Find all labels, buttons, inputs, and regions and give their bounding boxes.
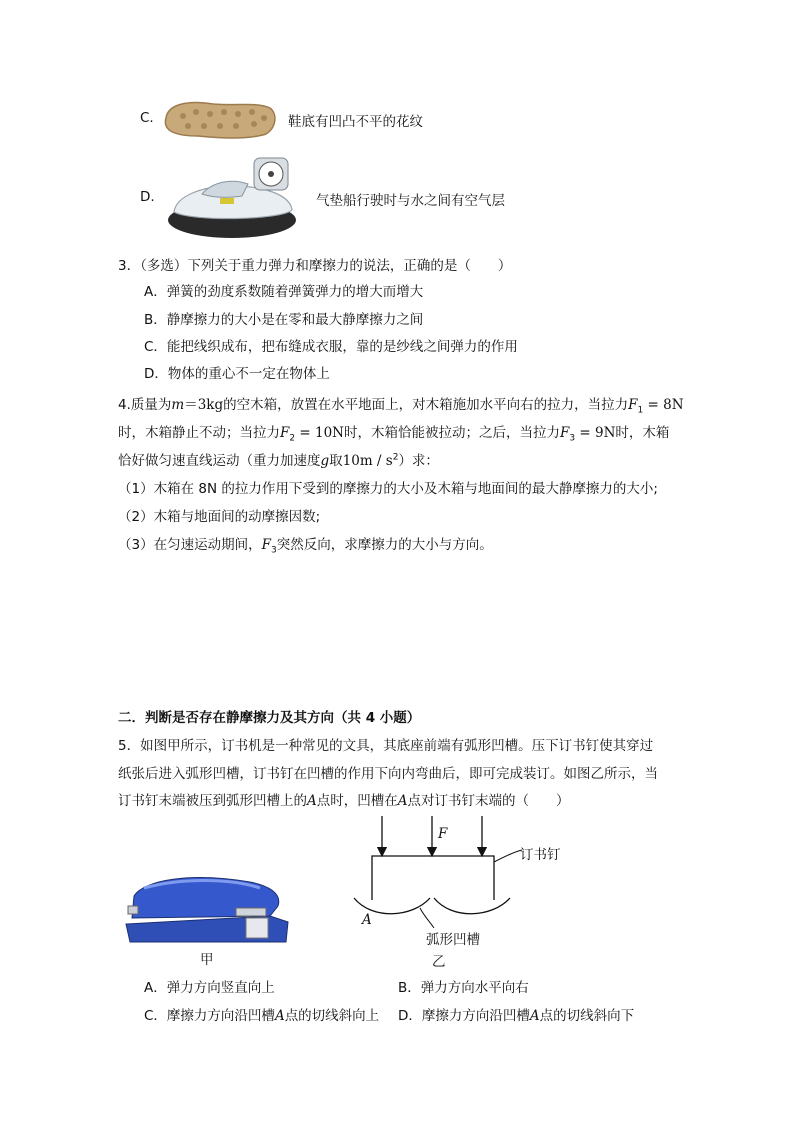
staple-diagram bbox=[350, 812, 590, 932]
q5-line1: 5．如图甲所示，订书机是一种常见的文具，其底座前端有弧形凹槽。压下订书钉使其穿过 bbox=[118, 738, 654, 754]
option-d-text: 气垫船行驶时与水之间有空气层 bbox=[316, 193, 505, 209]
q4-line1: 4.质量为m＝3kg的空木箱，放置在水平地面上，对木箱施加水平向右的拉力，当拉力$F_1 = 8N$ bbox=[118, 397, 684, 416]
q3-option-b: B．静摩擦力的大小是在零和最大静摩擦力之间 bbox=[144, 312, 424, 328]
q5-line2: 纸张后进入弧形凹槽，订书钉在凹槽的作用下向内弯曲后，即可完成装订。如图乙所示，当 bbox=[118, 766, 658, 782]
q5-line3: 订书钉末端被压到弧形凹槽上的A点时，凹槽在A点对订书钉末端的（ ） bbox=[118, 793, 570, 809]
option-c-label: C. bbox=[140, 110, 154, 126]
shoe-sole-image bbox=[158, 96, 278, 142]
staple-label: 订书钉 bbox=[520, 847, 561, 863]
section-heading: 二．判断是否存在静摩擦力及其方向（共 4 小题） bbox=[118, 710, 421, 726]
option-c-text: 鞋底有凹凸不平的花纹 bbox=[288, 114, 423, 130]
q4-sub1: （1）木箱在 8N 的拉力作用下受到的摩擦力的大小及木箱与地面间的最大静摩擦力的大小; bbox=[118, 481, 658, 497]
q4-sub3: （3）在匀速运动期间，$F_3$突然反向，求摩擦力的大小与方向。 bbox=[118, 537, 493, 556]
stapler-image bbox=[120, 866, 292, 948]
q5-option-b: B．弹力方向水平向右 bbox=[398, 980, 529, 996]
q3-option-a: A．弹簧的劲度系数随着弹簧弹力的增大而增大 bbox=[144, 284, 424, 300]
q4-sub2: （2）木箱与地面间的动摩擦因数; bbox=[118, 509, 321, 525]
q4-line2: 时，木箱静止不动；当拉力$F_2 = 10N$时，木箱恰能被拉动；之后，当拉力$F_3 = 9N$时，木箱 bbox=[118, 425, 670, 444]
figure-jia-caption: 甲 bbox=[200, 952, 214, 968]
hovercraft-image bbox=[162, 150, 312, 242]
q5-option-c: C．摩擦力方向沿凹槽A点的切线斜向上 bbox=[144, 1008, 380, 1024]
q3-option-d: D．物体的重心不一定在物体上 bbox=[144, 366, 330, 382]
q5-option-a: A．弹力方向竖直向上 bbox=[144, 980, 275, 996]
option-d-label: D. bbox=[140, 189, 155, 205]
force-label: F bbox=[438, 826, 448, 842]
q4-line3: 恰好做匀速直线运动（重力加速度g取$10m / s^2$）求： bbox=[118, 452, 439, 469]
point-a-label: A bbox=[362, 912, 372, 928]
groove-label: 弧形凹槽 bbox=[426, 932, 480, 948]
q3-option-c: C．能把线织成布，把布缝成衣服，靠的是纱线之间弹力的作用 bbox=[144, 339, 518, 355]
q3-stem: 3．（多选）下列关于重力弹力和摩擦力的说法，正确的是（ ） bbox=[118, 258, 512, 274]
q5-option-d: D．摩擦力方向沿凹槽A点的切线斜向下 bbox=[398, 1008, 635, 1024]
figure-yi-caption: 乙 bbox=[432, 954, 446, 970]
